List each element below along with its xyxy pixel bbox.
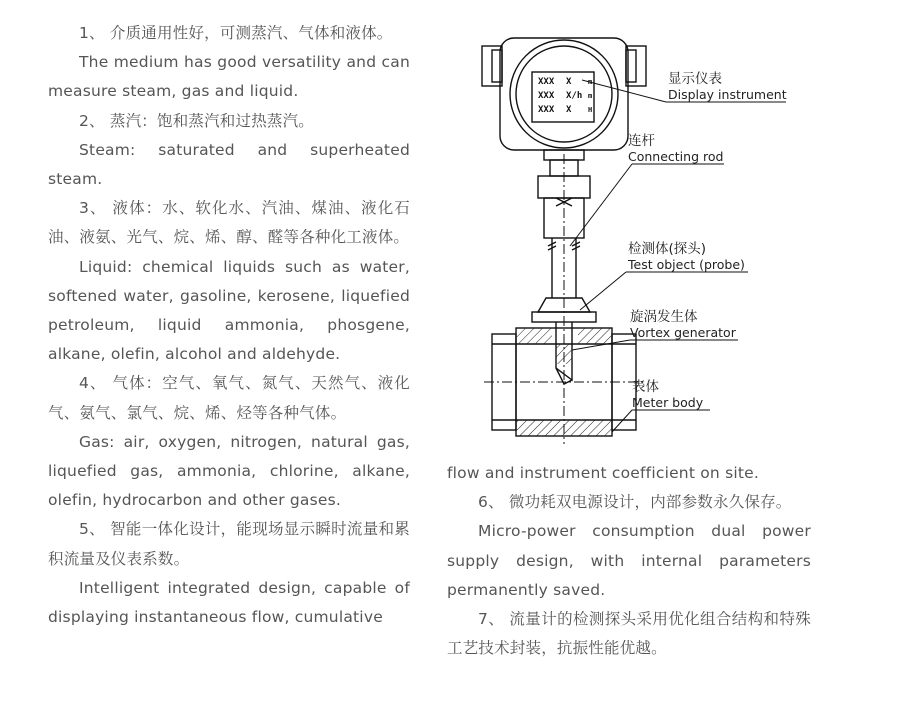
side-mark: m: [588, 78, 593, 86]
label-meter-body: [632, 380, 703, 410]
display-readout: [538, 77, 592, 115]
paragraph-2-en: Steam: saturated and superheated steam.: [48, 140, 410, 189]
label-en: Test object (probe): [628, 257, 745, 272]
readout-value: XXX: [538, 105, 555, 115]
paragraph-4-en: Gas: air, oxygen, nitrogen, natural gas, liquefied gas, ammonia, chlorine, alkane, olefin, hydrocarbon and other gases.: [48, 432, 410, 510]
side-mark: H: [588, 106, 593, 114]
paragraph-5-en-continued: flow and instrument coefficient on site.: [447, 464, 759, 482]
label-zh: 表体: [632, 379, 659, 395]
label-vortex-generator: [630, 310, 736, 340]
label-test-object: [628, 242, 745, 272]
readout-unit: X/h: [566, 91, 583, 101]
paragraph-5-zh: 5、 智能一体化设计，能现场显示瞬时流量和累积流量及仪表系数。: [48, 520, 410, 568]
center-lines: [484, 154, 644, 444]
paragraph-2-zh: 2、 蒸汽：饱和蒸汽和过热蒸汽。: [79, 111, 314, 130]
paragraph-6-zh: 6、 微功耗双电源设计，内部参数永久保存。: [478, 493, 792, 512]
right-text-column: [447, 459, 811, 663]
meter-body-wall: [516, 328, 552, 344]
paragraph-7-zh: 7、 流量计的检测探头采用优化组合结构和特殊工艺技术封装，抗振性能优越。: [447, 610, 811, 658]
readout-value: XXX: [538, 91, 555, 101]
label-zh: 连杆: [628, 133, 655, 149]
label-en: Connecting rod: [628, 149, 724, 164]
label-en: Vortex generator: [630, 325, 736, 340]
label-zh: 旋涡发生体: [630, 309, 698, 325]
paragraph-1-en: The medium has good versatility and can measure steam, gas and liquid.: [48, 53, 410, 101]
paragraph-5-en: Intelligent integrated design, capable of displaying instantaneous flow, cumulative: [48, 578, 410, 627]
flowmeter-diagram: [452, 28, 816, 448]
label-zh: 检测体(探头): [628, 241, 707, 257]
label-connecting-rod: [628, 134, 723, 164]
meter-body-wall: [578, 328, 612, 344]
left-text-column: [48, 19, 410, 632]
paragraph-1-zh: 1、 介质通用性好，可测蒸汽、气体和液体。: [79, 24, 393, 42]
side-mark: m: [588, 92, 593, 100]
label-zh: 显示仪表: [668, 71, 722, 87]
readout-unit: X: [566, 77, 572, 87]
paragraph-3-zh: 3、 液体：水、软化水、汽油、煤油、液化石油、液氨、光气、烷、烯、醇、醛等各种化工液体。: [48, 199, 410, 247]
readout-value: XXX: [538, 77, 555, 87]
readout-unit: X: [566, 105, 572, 115]
label-en: Display instrument: [668, 87, 787, 102]
label-display-instrument: [668, 72, 787, 102]
paragraph-4-zh: 4、 气体：空气、氧气、氮气、天然气、液化气、氨气、氯气、烷、烯、烃等各种气体。: [48, 374, 410, 422]
paragraph-3-en: Liquid: chemical liquids such as water, softened water, gasoline, kerosene, liquefied petroleum, liquid ammonia, phosgene, alkane, olefin, alcohol and aldehyde.: [48, 257, 410, 364]
label-en: Meter body: [632, 395, 704, 410]
paragraph-6-en: Micro-power consumption dual power supply design, with internal parameters permanently saved.: [447, 522, 811, 599]
